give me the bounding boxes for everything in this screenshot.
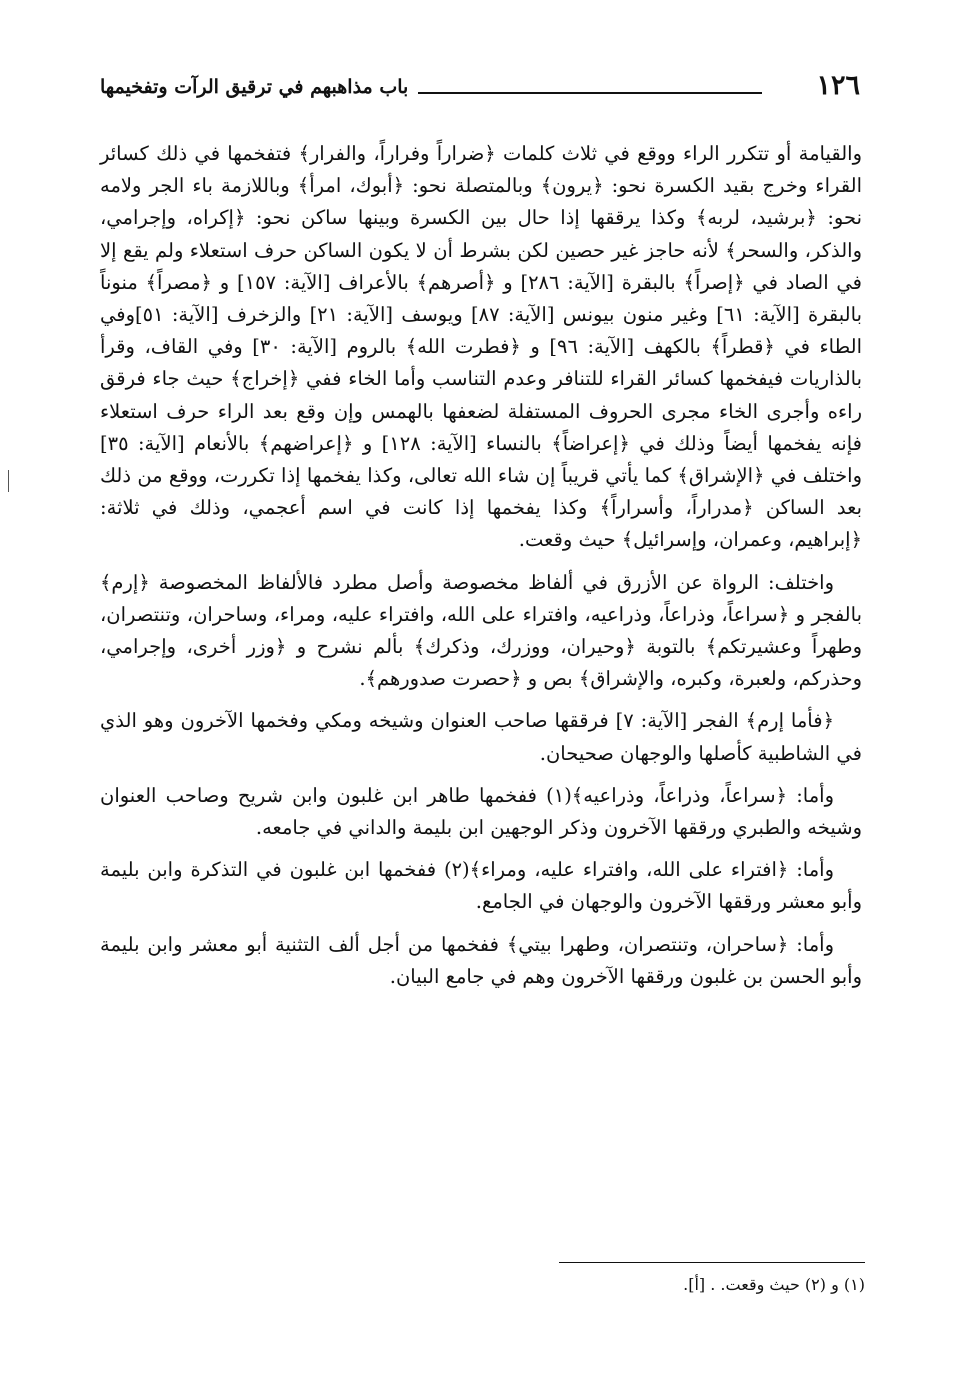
footnote: (١) و (٢) حيث وقعت. . [أ].: [683, 1275, 865, 1294]
paragraph-5: وأما: ﴿افتراء على الله، وافتراء عليه، ومراء﴾(٢) ففخمها ابن غلبون في التذكرة وابن بليمة وأبو معشر ورققها الآخرون والوجهان في الجامع.: [100, 858, 862, 914]
margin-mark: [8, 470, 9, 492]
footnote-rule: [559, 1262, 865, 1263]
paragraph-2: واختلف: الرواة عن الأزرق في ألفاظ مخصوصة وأصل مطرد فالألفاظ المخصوصة ﴿إرم﴾ بالفجر و ﴿سراعاً، وذراعاً، وذراعيه، وافتراء على الله، وافتراء عليه، ومراء، وساحران، وتنتصران، وطهراً وعشيرتكم﴾ بالتوبة ﴿وحيران، ووزرك، وذكرك﴾ بألم نشرح و ﴿وزر أخرى، وإجرامي، وحذركم، ولعبرة، وكبره، والإشراق﴾ بص و ﴿حصرت صدورهم﴾.: [100, 570, 862, 691]
paragraph-4: وأما: ﴿سراعاً، وذراعاً، وذراعيه﴾(١) ففخمها طاهر ابن غلبون وابن شريح وصاحب العنوان وشيخه والطبري ورققها الآخرون وذكر الوجهين ابن بليمة والداني في جامعه.: [100, 783, 862, 840]
main-text: [100, 138, 862, 993]
paragraph-6: وأما: ﴿ساحران، وتنتصران، وطهرا بيتي﴾ ففخمها من أجل ألف التثنية أبو معشر وابن بليمة وأبو الحسن بن غلبون ورققها الآخرون وهم في جامع البيان.: [100, 932, 862, 988]
paragraph-1: والقيامة أو تتكرر الراء ووقع في ثلاث كلمات ﴿ضراراً وفراراً، والفرار﴾ فتفخمها في ذلك كسائر القراء وخرج بقيد الكسرة نحو: ﴿يرون﴾ وبالمتصلة نحو: ﴿أبوك، امرأ﴾ وباللازمة باء الجر ولامه نحو: ﴿برشيد، لربه﴾ وكذا يرققها إذا حال بين الكسرة وبينها ساكن نحو: ﴿إكراه، وإجرامي، والذكر، والسحر﴾ لأنه حاجز غير حصين لكن بشرط أن لا يكون الساكن حرف استعلاء ولم يقع إلا في الصاد في ﴿إصراً﴾ بالبقرة [الآية: ٢٨٦] و ﴿أصرهم﴾ بالأعراف [الآية: ١٥٧] و ﴿مصراً﴾ منوناً بالبقرة [الآية: ٦١] وغير منون بيونس [الآية: ٨٧] ويوسف [الآية: ٢١] والزخرف [الآية: ٥١]وفي الطاء في ﴿قطراً﴾ بالكهف [الآية: ٩٦] و ﴿فطرت الله﴾ بالروم [الآية: ٣٠] وفي القاف، وقرأ بالذاريات فيفخمها كسائر القراء للتنافر وعدم التناسب وأما الخاء ففي ﴿إخراج﴾ حيث جاء فرقق راءه وأجرى الخاء مجرى الحروف المستفلة لضعفها بالهمس وإن وقع بعد الراء حرف استعلاء فإنه يفخمها أيضاً وذلك في ﴿إعراضاً﴾ بالنساء [الآية: ١٢٨] و ﴿إعراضهم﴾ بالأنعام [الآية: ٣٥] واختلف في ﴿الإشراق﴾ كما يأتي قريباً إن شاء الله تعالى، وكذا يفخمها إذا تكررت، ووقع من ذلك بعد الساكن ﴿مدراراً، وأسراراً﴾ وكذا يفخمها إذا كانت في اسم أعجمي، وذلك في ثلاثة: ﴿إبراهيم، وعمران، وإسرائيل﴾ حيث وقعت.: [100, 142, 863, 552]
paragraph-3: ﴿فأما إرم﴾ الفجر [الآية: ٧] فرققها صاحب العنوان وشيخه ومكي وفخمها الآخرون وهو الذي في الشاطبية كأصلها والوجهان صحيحان.: [100, 709, 862, 765]
page-header: [100, 70, 860, 110]
running-title: باب مذاهبهم في ترقيق الرآت وتفخيمها: [100, 76, 409, 98]
page-number: ١٢٦: [816, 70, 860, 101]
header-rule: [418, 92, 762, 94]
